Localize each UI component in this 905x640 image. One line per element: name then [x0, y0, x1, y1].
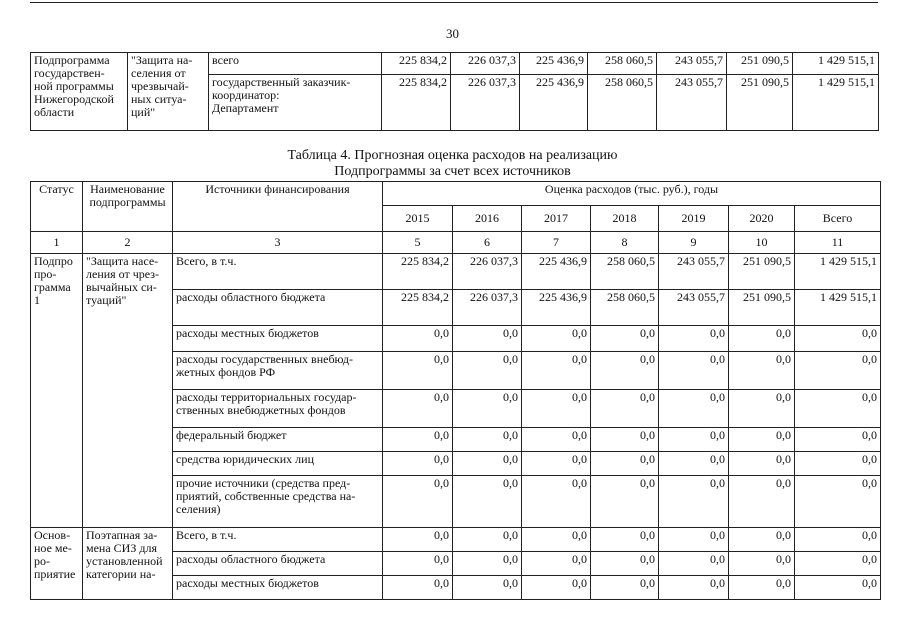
value-cell: 0,0: [522, 552, 591, 576]
column-number: 7: [522, 232, 591, 254]
value-cell: 0,0: [522, 428, 591, 452]
value-cell: 225 436,9: [522, 254, 591, 290]
value-cell: 0,0: [383, 452, 453, 476]
header-year: 2018: [591, 206, 659, 232]
header-name: Наименование подпрограммы: [83, 182, 173, 232]
value-cell: 0,0: [729, 476, 795, 528]
value-cell: 0,0: [795, 326, 881, 352]
value-cell: 0,0: [383, 576, 453, 600]
top-program-cell: Подпрограмма государствен- ной программы Нижегородской области: [31, 53, 128, 131]
value-cell: 0,0: [795, 352, 881, 390]
column-number: 9: [659, 232, 729, 254]
value-cell: 251 090,5: [729, 254, 795, 290]
value-cell: 0,0: [522, 452, 591, 476]
value-cell: 0,0: [383, 476, 453, 528]
source-cell: прочие источники (средства пред- приятий, собственные средства на- селения): [173, 476, 383, 528]
value-cell: 0,0: [591, 428, 659, 452]
value-cell: 0,0: [591, 452, 659, 476]
value-cell: 0,0: [383, 326, 453, 352]
value-cell: 0,0: [591, 528, 659, 552]
page-number: 30: [446, 26, 459, 41]
table-caption-line2: Подпрограммы за счет всех источников: [334, 164, 571, 179]
value-cell: 0,0: [659, 390, 729, 428]
header-year: 2019: [659, 206, 729, 232]
value-cell: 0,0: [383, 390, 453, 428]
value-cell: 0,0: [591, 476, 659, 528]
value-cell: 225 436,9: [520, 53, 588, 75]
value-cell: 1 429 515,1: [795, 254, 881, 290]
value-cell: 0,0: [522, 352, 591, 390]
value-cell: 0,0: [383, 552, 453, 576]
value-cell: 0,0: [795, 452, 881, 476]
value-cell: 225 436,9: [522, 290, 591, 326]
value-cell: 0,0: [729, 452, 795, 476]
value-cell: 1 429 515,1: [795, 290, 881, 326]
value-cell: 0,0: [659, 528, 729, 552]
value-cell: 1 429 515,1: [793, 53, 879, 75]
header-status: Статус: [31, 182, 83, 232]
value-cell: 0,0: [659, 326, 729, 352]
value-cell: 0,0: [453, 552, 522, 576]
value-cell: 0,0: [729, 552, 795, 576]
header-year: 2015: [383, 206, 453, 232]
value-cell: 243 055,7: [657, 75, 727, 131]
value-cell: 0,0: [453, 476, 522, 528]
top-source-cell: государственный заказчик- координатор: Департамент: [209, 75, 382, 131]
header-estimate: Оценка расходов (тыс. руб.), годы: [383, 182, 881, 206]
top-table: [30, 52, 879, 131]
value-cell: 0,0: [795, 528, 881, 552]
value-cell: 0,0: [453, 428, 522, 452]
value-cell: 0,0: [795, 428, 881, 452]
value-cell: 0,0: [659, 576, 729, 600]
value-cell: 225 834,2: [382, 53, 451, 75]
value-cell: 0,0: [453, 326, 522, 352]
value-cell: 0,0: [729, 390, 795, 428]
value-cell: 0,0: [591, 352, 659, 390]
column-number: 3: [173, 232, 383, 254]
value-cell: 258 060,5: [591, 254, 659, 290]
source-cell: Всего, в т.ч.: [173, 528, 383, 552]
header-total: Всего: [795, 206, 881, 232]
header-year: 2016: [453, 206, 522, 232]
value-cell: 258 060,5: [588, 53, 657, 75]
value-cell: 0,0: [383, 528, 453, 552]
value-cell: 1 429 515,1: [793, 75, 879, 131]
value-cell: 251 090,5: [729, 290, 795, 326]
source-cell: Всего, в т.ч.: [173, 254, 383, 290]
source-cell: федеральный бюджет: [173, 428, 383, 452]
source-cell: расходы местных бюджетов: [173, 576, 383, 600]
value-cell: 226 037,3: [451, 75, 520, 131]
value-cell: 0,0: [522, 476, 591, 528]
group2-name: Поэтапная за- мена СИЗ для установленной категории на-: [83, 528, 173, 600]
value-cell: 243 055,7: [659, 254, 729, 290]
value-cell: 226 037,3: [453, 290, 522, 326]
value-cell: 243 055,7: [659, 290, 729, 326]
value-cell: 0,0: [795, 552, 881, 576]
top-rule: [30, 2, 878, 3]
value-cell: 0,0: [795, 390, 881, 428]
group2-status: Основ- ное ме- ро- приятие: [31, 528, 83, 600]
value-cell: 0,0: [453, 576, 522, 600]
value-cell: 0,0: [659, 552, 729, 576]
value-cell: 258 060,5: [591, 290, 659, 326]
main-table: [30, 181, 881, 600]
value-cell: 0,0: [453, 528, 522, 552]
table-caption-line1: Таблица 4. Прогнозная оценка расходов на реализацию: [287, 148, 618, 163]
value-cell: 258 060,5: [588, 75, 657, 131]
value-cell: 0,0: [453, 352, 522, 390]
value-cell: 0,0: [729, 326, 795, 352]
value-cell: 225 834,2: [383, 290, 453, 326]
value-cell: 0,0: [591, 552, 659, 576]
value-cell: 0,0: [591, 576, 659, 600]
value-cell: 0,0: [729, 528, 795, 552]
source-cell: расходы территориальных государ- ственных внебюджетных фондов: [173, 390, 383, 428]
value-cell: 0,0: [729, 352, 795, 390]
column-number: 2: [83, 232, 173, 254]
source-cell: средства юридических лиц: [173, 452, 383, 476]
value-cell: 0,0: [659, 352, 729, 390]
group1-name: "Защита насе- ления от чрез- вычайных си- туаций": [83, 254, 173, 528]
column-number: 5: [383, 232, 453, 254]
value-cell: 0,0: [659, 452, 729, 476]
value-cell: 225 436,9: [520, 75, 588, 131]
value-cell: 0,0: [453, 452, 522, 476]
source-cell: расходы областного бюджета: [173, 552, 383, 576]
source-cell: расходы местных бюджетов: [173, 326, 383, 352]
value-cell: 251 090,5: [727, 75, 793, 131]
value-cell: 0,0: [795, 576, 881, 600]
header-year: 2020: [729, 206, 795, 232]
top-name-cell: "Защита на- селения от чрезвычай- ных ситуа- ций": [128, 53, 209, 131]
column-number: 10: [729, 232, 795, 254]
value-cell: 0,0: [522, 576, 591, 600]
value-cell: 225 834,2: [382, 75, 451, 131]
column-number: 11: [795, 232, 881, 254]
source-cell: расходы государственных внебюд- жетных фондов РФ: [173, 352, 383, 390]
value-cell: 0,0: [729, 576, 795, 600]
column-number: 1: [31, 232, 83, 254]
value-cell: 251 090,5: [727, 53, 793, 75]
value-cell: 243 055,7: [657, 53, 727, 75]
value-cell: 0,0: [383, 428, 453, 452]
column-number: 6: [453, 232, 522, 254]
group1-status: Подпро про- грамма 1: [31, 254, 83, 528]
header-year: 2017: [522, 206, 591, 232]
column-number: 8: [591, 232, 659, 254]
value-cell: 226 037,3: [453, 254, 522, 290]
value-cell: 225 834,2: [383, 254, 453, 290]
value-cell: 0,0: [383, 352, 453, 390]
value-cell: 0,0: [522, 390, 591, 428]
value-cell: 0,0: [453, 390, 522, 428]
value-cell: 226 037,3: [451, 53, 520, 75]
value-cell: 0,0: [591, 326, 659, 352]
value-cell: 0,0: [795, 476, 881, 528]
value-cell: 0,0: [522, 528, 591, 552]
header-sources: Источники финансирования: [173, 182, 383, 232]
source-cell: расходы областного бюджета: [173, 290, 383, 326]
top-source-cell: всего: [209, 53, 382, 75]
value-cell: 0,0: [729, 428, 795, 452]
value-cell: 0,0: [659, 428, 729, 452]
value-cell: 0,0: [659, 476, 729, 528]
value-cell: 0,0: [522, 326, 591, 352]
value-cell: 0,0: [591, 390, 659, 428]
